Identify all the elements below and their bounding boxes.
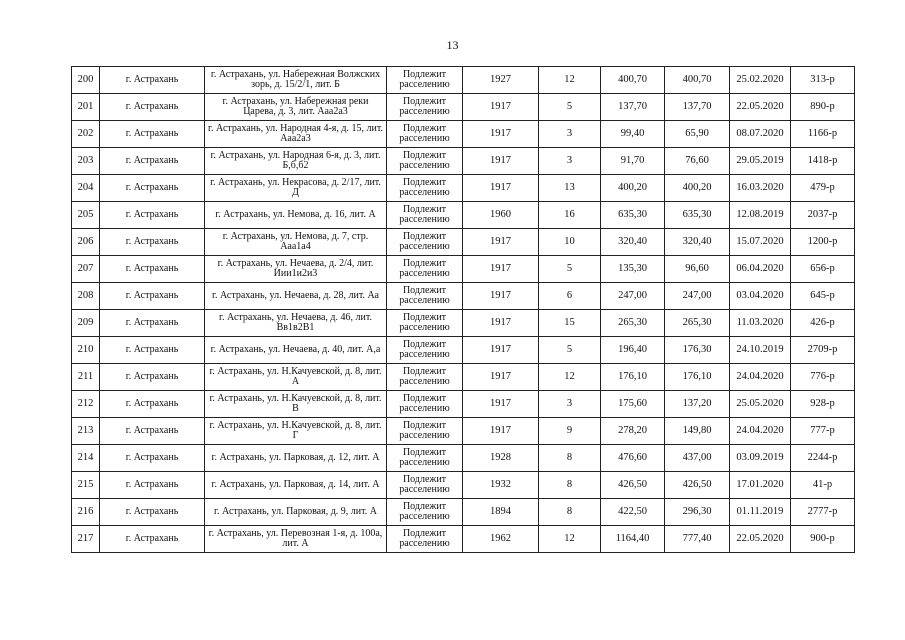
table-row xyxy=(72,418,855,445)
count-cell: 8 xyxy=(539,499,601,526)
count-cell: 5 xyxy=(539,256,601,283)
count-cell: 3 xyxy=(539,148,601,175)
date-cell: 16.03.2020 xyxy=(730,175,791,202)
area-total-cell: 278,20 xyxy=(601,418,665,445)
year-cell: 1917 xyxy=(463,337,539,364)
address-cell: г. Астрахань, ул. Некрасова, д. 2/17, лит. Д xyxy=(205,175,387,202)
area-total-cell: 99,40 xyxy=(601,121,665,148)
row-number: 208 xyxy=(72,283,100,310)
area-total-cell: 320,40 xyxy=(601,229,665,256)
status-cell: Подлежит расселению xyxy=(387,526,463,553)
address-cell: г. Астрахань, ул. Нечаева, д. 46, лит. Вв1в2В1 xyxy=(205,310,387,337)
status-cell: Подлежит расселению xyxy=(387,148,463,175)
city-cell: г. Астрахань xyxy=(100,391,205,418)
row-number: 216 xyxy=(72,499,100,526)
address-cell: г. Астрахань, ул. Нечаева, д. 2/4, лит. Иии1и2и3 xyxy=(205,256,387,283)
year-cell: 1928 xyxy=(463,445,539,472)
table-row xyxy=(72,391,855,418)
table-row xyxy=(72,283,855,310)
year-cell: 1917 xyxy=(463,418,539,445)
city-cell: г. Астрахань xyxy=(100,364,205,391)
count-cell: 3 xyxy=(539,121,601,148)
city-cell: г. Астрахань xyxy=(100,148,205,175)
date-cell: 06.04.2020 xyxy=(730,256,791,283)
document-number-cell: 313-р xyxy=(791,67,855,94)
document-number-cell: 1418-р xyxy=(791,148,855,175)
count-cell: 12 xyxy=(539,364,601,391)
table-row xyxy=(72,445,855,472)
area-total-cell: 247,00 xyxy=(601,283,665,310)
area-resettle-cell: 437,00 xyxy=(665,445,730,472)
year-cell: 1917 xyxy=(463,94,539,121)
document-number-cell: 426-р xyxy=(791,310,855,337)
document-number-cell: 1166-р xyxy=(791,121,855,148)
status-cell: Подлежит расселению xyxy=(387,94,463,121)
status-cell: Подлежит расселению xyxy=(387,499,463,526)
date-cell: 03.09.2019 xyxy=(730,445,791,472)
document-number-cell: 2709-р xyxy=(791,337,855,364)
document-number-cell: 479-р xyxy=(791,175,855,202)
count-cell: 8 xyxy=(539,445,601,472)
row-number: 212 xyxy=(72,391,100,418)
area-resettle-cell: 76,60 xyxy=(665,148,730,175)
city-cell: г. Астрахань xyxy=(100,283,205,310)
document-number-cell: 776-р xyxy=(791,364,855,391)
document-number-cell: 656-р xyxy=(791,256,855,283)
year-cell: 1917 xyxy=(463,175,539,202)
city-cell: г. Астрахань xyxy=(100,94,205,121)
area-resettle-cell: 426,50 xyxy=(665,472,730,499)
table-row xyxy=(72,148,855,175)
address-cell: г. Астрахань, ул. Нечаева, д. 40, лит. А,а xyxy=(205,337,387,364)
area-total-cell: 400,70 xyxy=(601,67,665,94)
year-cell: 1962 xyxy=(463,526,539,553)
count-cell: 9 xyxy=(539,418,601,445)
address-cell: г. Астрахань, ул. Набережная реки Царева, д. 3, лит. Ааа2а3 xyxy=(205,94,387,121)
area-total-cell: 196,40 xyxy=(601,337,665,364)
area-resettle-cell: 137,70 xyxy=(665,94,730,121)
row-number: 217 xyxy=(72,526,100,553)
table-row xyxy=(72,121,855,148)
status-cell: Подлежит расселению xyxy=(387,364,463,391)
date-cell: 24.10.2019 xyxy=(730,337,791,364)
document-number-cell: 2244-р xyxy=(791,445,855,472)
address-cell: г. Астрахань, ул. Н.Качуевской, д. 8, лит. В xyxy=(205,391,387,418)
address-cell: г. Астрахань, ул. Немова, д. 7, стр. Ааа1а4 xyxy=(205,229,387,256)
address-cell: г. Астрахань, ул. Н.Качуевской, д. 8, лит. Г xyxy=(205,418,387,445)
address-cell: г. Астрахань, ул. Народная 6-я, д. 3, лит. Б,б,б2 xyxy=(205,148,387,175)
row-number: 203 xyxy=(72,148,100,175)
table-row xyxy=(72,175,855,202)
area-total-cell: 422,50 xyxy=(601,499,665,526)
city-cell: г. Астрахань xyxy=(100,499,205,526)
count-cell: 5 xyxy=(539,94,601,121)
city-cell: г. Астрахань xyxy=(100,121,205,148)
area-resettle-cell: 65,90 xyxy=(665,121,730,148)
year-cell: 1960 xyxy=(463,202,539,229)
year-cell: 1927 xyxy=(463,67,539,94)
status-cell: Подлежит расселению xyxy=(387,337,463,364)
row-number: 205 xyxy=(72,202,100,229)
table-row xyxy=(72,364,855,391)
status-cell: Подлежит расселению xyxy=(387,391,463,418)
area-total-cell: 635,30 xyxy=(601,202,665,229)
address-cell: г. Астрахань, ул. Набережная Волжских зорь, д. 15/2/1, лит. Б xyxy=(205,67,387,94)
row-number: 201 xyxy=(72,94,100,121)
document-number-cell: 777-р xyxy=(791,418,855,445)
status-cell: Подлежит расселению xyxy=(387,472,463,499)
table-body xyxy=(72,67,855,553)
count-cell: 6 xyxy=(539,283,601,310)
area-total-cell: 175,60 xyxy=(601,391,665,418)
row-number: 206 xyxy=(72,229,100,256)
row-number: 200 xyxy=(72,67,100,94)
status-cell: Подлежит расселению xyxy=(387,175,463,202)
table-row xyxy=(72,94,855,121)
date-cell: 24.04.2020 xyxy=(730,418,791,445)
date-cell: 25.05.2020 xyxy=(730,391,791,418)
count-cell: 13 xyxy=(539,175,601,202)
count-cell: 12 xyxy=(539,526,601,553)
row-number: 211 xyxy=(72,364,100,391)
address-cell: г. Астрахань, ул. Парковая, д. 14, лит. А xyxy=(205,472,387,499)
address-cell: г. Астрахань, ул. Парковая, д. 9, лит. А xyxy=(205,499,387,526)
area-resettle-cell: 635,30 xyxy=(665,202,730,229)
year-cell: 1917 xyxy=(463,121,539,148)
count-cell: 8 xyxy=(539,472,601,499)
area-resettle-cell: 777,40 xyxy=(665,526,730,553)
year-cell: 1917 xyxy=(463,256,539,283)
city-cell: г. Астрахань xyxy=(100,256,205,283)
address-cell: г. Астрахань, ул. Немова, д. 16, лит. А xyxy=(205,202,387,229)
row-number: 213 xyxy=(72,418,100,445)
document-number-cell: 645-р xyxy=(791,283,855,310)
area-resettle-cell: 296,30 xyxy=(665,499,730,526)
count-cell: 16 xyxy=(539,202,601,229)
date-cell: 08.07.2020 xyxy=(730,121,791,148)
table-row xyxy=(72,310,855,337)
area-resettle-cell: 400,20 xyxy=(665,175,730,202)
status-cell: Подлежит расселению xyxy=(387,256,463,283)
table-row xyxy=(72,67,855,94)
city-cell: г. Астрахань xyxy=(100,418,205,445)
table-row xyxy=(72,526,855,553)
area-resettle-cell: 176,30 xyxy=(665,337,730,364)
row-number: 207 xyxy=(72,256,100,283)
address-cell: г. Астрахань, ул. Нечаева, д. 28, лит. Аа xyxy=(205,283,387,310)
area-resettle-cell: 149,80 xyxy=(665,418,730,445)
table-row xyxy=(72,337,855,364)
address-cell: г. Астрахань, ул. Парковая, д. 12, лит. А xyxy=(205,445,387,472)
year-cell: 1894 xyxy=(463,499,539,526)
city-cell: г. Астрахань xyxy=(100,337,205,364)
page-number: 13 xyxy=(446,38,459,52)
document-number-cell: 41-р xyxy=(791,472,855,499)
date-cell: 03.04.2020 xyxy=(730,283,791,310)
year-cell: 1932 xyxy=(463,472,539,499)
date-cell: 17.01.2020 xyxy=(730,472,791,499)
table-row xyxy=(72,472,855,499)
document-number-cell: 1200-р xyxy=(791,229,855,256)
count-cell: 12 xyxy=(539,67,601,94)
address-cell: г. Астрахань, ул. Перевозная 1-я, д. 100а, лит. А xyxy=(205,526,387,553)
document-number-cell: 2037-р xyxy=(791,202,855,229)
year-cell: 1917 xyxy=(463,148,539,175)
count-cell: 10 xyxy=(539,229,601,256)
row-number: 202 xyxy=(72,121,100,148)
date-cell: 15.07.2020 xyxy=(730,229,791,256)
status-cell: Подлежит расселению xyxy=(387,283,463,310)
area-total-cell: 400,20 xyxy=(601,175,665,202)
city-cell: г. Астрахань xyxy=(100,175,205,202)
table-row xyxy=(72,229,855,256)
area-total-cell: 1164,40 xyxy=(601,526,665,553)
address-cell: г. Астрахань, ул. Народная 4-я, д. 15, лит. Ааа2а3 xyxy=(205,121,387,148)
document-number-cell: 928-р xyxy=(791,391,855,418)
count-cell: 3 xyxy=(539,391,601,418)
area-resettle-cell: 96,60 xyxy=(665,256,730,283)
row-number: 215 xyxy=(72,472,100,499)
status-cell: Подлежит расселению xyxy=(387,445,463,472)
area-resettle-cell: 137,20 xyxy=(665,391,730,418)
row-number: 214 xyxy=(72,445,100,472)
count-cell: 5 xyxy=(539,337,601,364)
row-number: 209 xyxy=(72,310,100,337)
date-cell: 11.03.2020 xyxy=(730,310,791,337)
year-cell: 1917 xyxy=(463,310,539,337)
city-cell: г. Астрахань xyxy=(100,229,205,256)
address-cell: г. Астрахань, ул. Н.Качуевской, д. 8, лит. А xyxy=(205,364,387,391)
year-cell: 1917 xyxy=(463,283,539,310)
area-resettle-cell: 320,40 xyxy=(665,229,730,256)
city-cell: г. Астрахань xyxy=(100,202,205,229)
row-number: 204 xyxy=(72,175,100,202)
year-cell: 1917 xyxy=(463,364,539,391)
date-cell: 24.04.2020 xyxy=(730,364,791,391)
count-cell: 15 xyxy=(539,310,601,337)
area-total-cell: 426,50 xyxy=(601,472,665,499)
table-row xyxy=(72,499,855,526)
area-total-cell: 137,70 xyxy=(601,94,665,121)
date-cell: 01.11.2019 xyxy=(730,499,791,526)
area-total-cell: 265,30 xyxy=(601,310,665,337)
year-cell: 1917 xyxy=(463,391,539,418)
area-resettle-cell: 400,70 xyxy=(665,67,730,94)
city-cell: г. Астрахань xyxy=(100,472,205,499)
area-total-cell: 176,10 xyxy=(601,364,665,391)
date-cell: 22.05.2020 xyxy=(730,526,791,553)
date-cell: 22.05.2020 xyxy=(730,94,791,121)
city-cell: г. Астрахань xyxy=(100,67,205,94)
date-cell: 12.08.2019 xyxy=(730,202,791,229)
area-total-cell: 135,30 xyxy=(601,256,665,283)
status-cell: Подлежит расселению xyxy=(387,202,463,229)
document-number-cell: 900-р xyxy=(791,526,855,553)
area-resettle-cell: 176,10 xyxy=(665,364,730,391)
document-number-cell: 890-р xyxy=(791,94,855,121)
status-cell: Подлежит расселению xyxy=(387,310,463,337)
table-row xyxy=(72,256,855,283)
area-total-cell: 91,70 xyxy=(601,148,665,175)
date-cell: 29.05.2019 xyxy=(730,148,791,175)
resettlement-table xyxy=(71,66,855,553)
date-cell: 25.02.2020 xyxy=(730,67,791,94)
status-cell: Подлежит расселению xyxy=(387,67,463,94)
area-total-cell: 476,60 xyxy=(601,445,665,472)
table-row xyxy=(72,202,855,229)
status-cell: Подлежит расселению xyxy=(387,418,463,445)
area-resettle-cell: 247,00 xyxy=(665,283,730,310)
city-cell: г. Астрахань xyxy=(100,526,205,553)
city-cell: г. Астрахань xyxy=(100,445,205,472)
status-cell: Подлежит расселению xyxy=(387,229,463,256)
year-cell: 1917 xyxy=(463,229,539,256)
document-number-cell: 2777-р xyxy=(791,499,855,526)
row-number: 210 xyxy=(72,337,100,364)
status-cell: Подлежит расселению xyxy=(387,121,463,148)
area-resettle-cell: 265,30 xyxy=(665,310,730,337)
city-cell: г. Астрахань xyxy=(100,310,205,337)
